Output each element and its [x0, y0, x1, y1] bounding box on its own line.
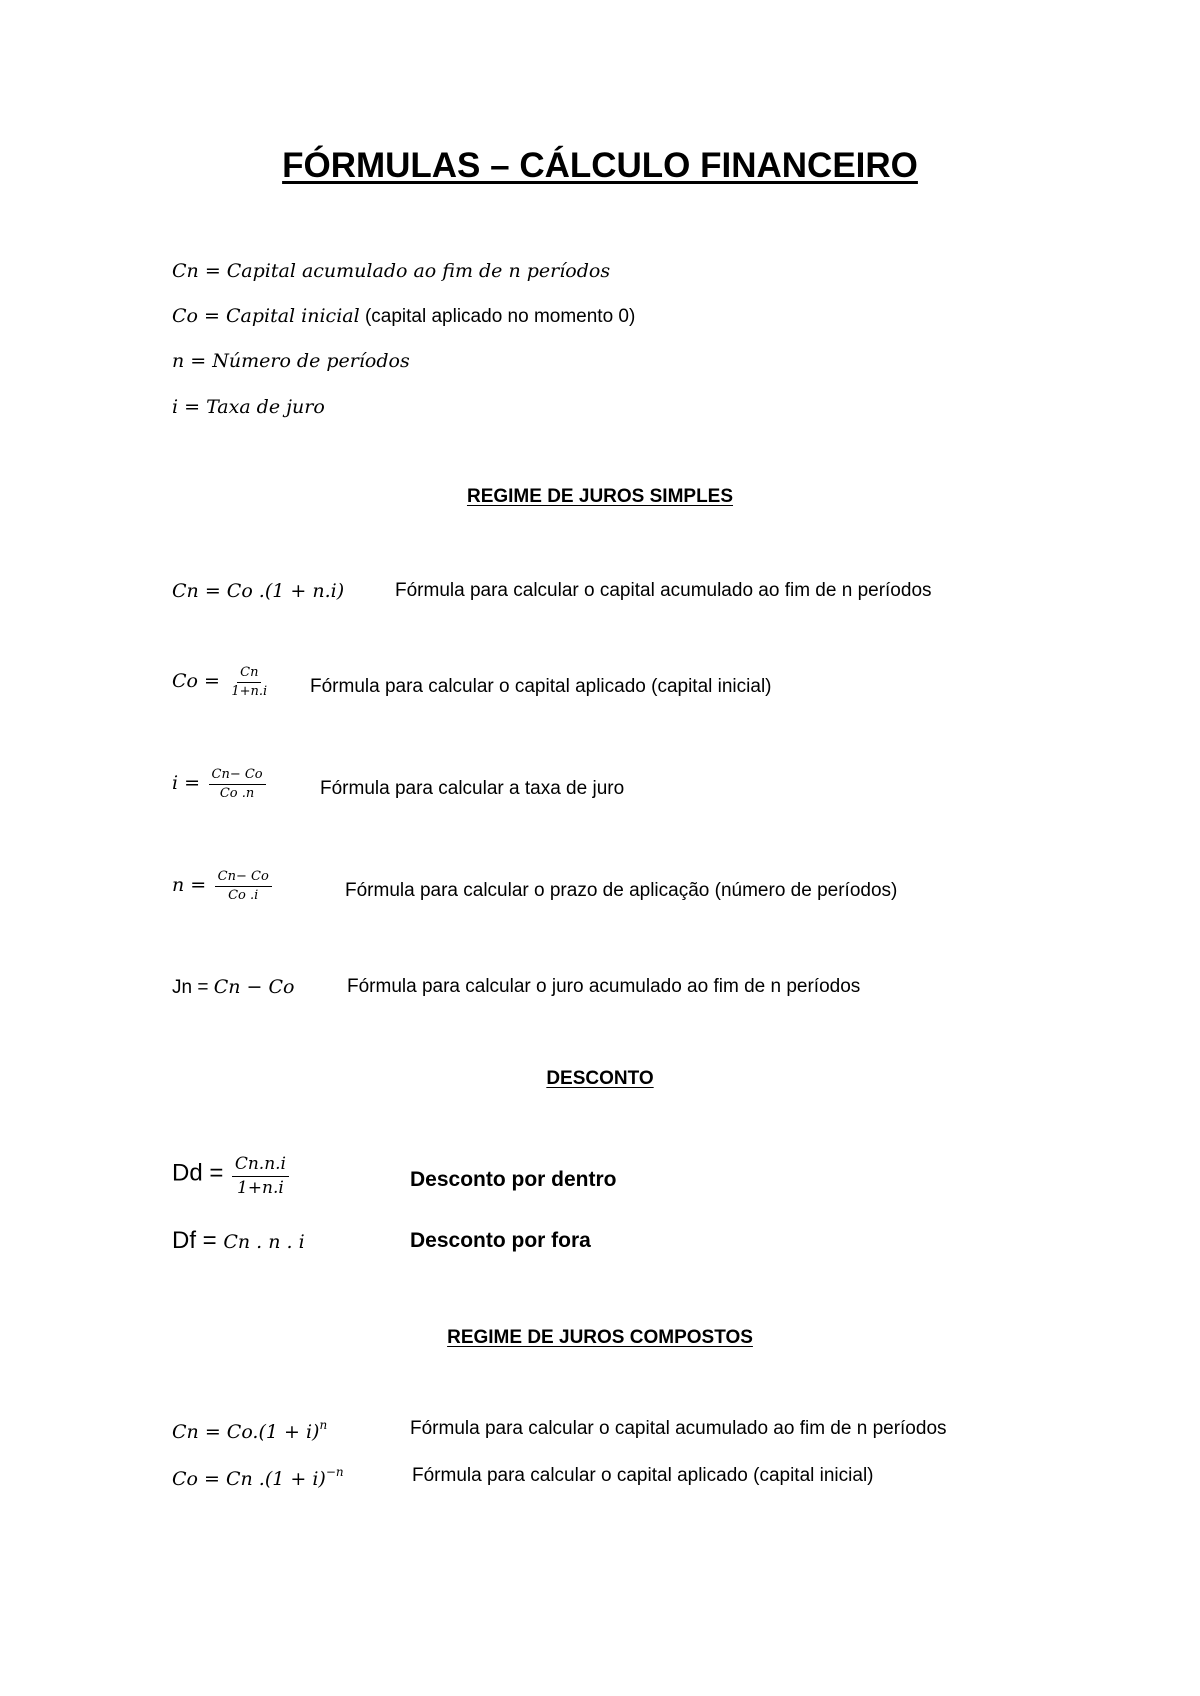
- formula-description: Fórmula para calcular o capital acumulado ao fim de n períodos: [395, 580, 932, 601]
- fraction-denominator: 1+n.i: [231, 684, 268, 700]
- fraction: [228, 666, 270, 700]
- formula-capital-acumulado: [172, 580, 344, 602]
- formula-exponent: n: [319, 1418, 328, 1432]
- section-heading-simples: REGIME DE JUROS SIMPLES: [466, 486, 734, 507]
- formula-desconto-fora: [172, 1227, 305, 1255]
- formula-description: Fórmula para calcular a taxa de juro: [320, 778, 625, 799]
- definition-expr: i = Taxa de juro: [172, 396, 325, 418]
- formula-description: Fórmula para calcular o capital aplicado (capital inicial): [310, 676, 772, 697]
- formula-lhs: i =: [172, 772, 201, 795]
- formula-composto-acumulado: [172, 1418, 327, 1443]
- formula-rhs: Co .(1 + n.i): [226, 580, 345, 602]
- definition-co: [172, 305, 635, 328]
- formula-lhs: Jn =: [172, 977, 214, 998]
- formula-desconto-dentro: [172, 1155, 289, 1197]
- fraction-denominator: 1+n.i: [236, 1177, 284, 1198]
- definition-expr: Cn = Capital acumulado ao fim de n períodos: [172, 260, 611, 282]
- formula-lhs: Df =: [172, 1227, 224, 1254]
- fraction: [232, 1155, 289, 1197]
- definition-expr: n = Número de períodos: [172, 350, 410, 372]
- definition-i: [172, 396, 325, 418]
- formula-rhs: Cn .(1 + i): [225, 1468, 326, 1490]
- fraction-numerator: Cn− Co: [209, 768, 266, 785]
- fraction-numerator: Cn.n.i: [232, 1155, 289, 1177]
- formula-lhs: n =: [172, 874, 207, 897]
- formula-exponent: −n: [325, 1465, 344, 1479]
- formula-description: Fórmula para calcular o prazo de aplicação (número de períodos): [345, 880, 898, 901]
- formula-rhs: Co.(1 + i): [226, 1421, 320, 1443]
- formula-capital-inicial: [172, 666, 270, 700]
- formula-description: Desconto por dentro: [410, 1168, 617, 1191]
- section-heading-desconto: DESCONTO: [546, 1068, 654, 1089]
- formula-taxa-juro: [172, 768, 266, 802]
- fraction-denominator: Co .i: [228, 888, 259, 904]
- formula-juro-acumulado: [172, 976, 294, 999]
- formula-prazo: [172, 870, 272, 904]
- formula-rhs: Cn . n . i: [223, 1231, 305, 1253]
- definition-note: (capital aplicado no momento 0): [359, 306, 636, 327]
- formula-composto-inicial: [172, 1465, 344, 1490]
- formula-description: Fórmula para calcular o capital aplicado (capital inicial): [412, 1465, 874, 1486]
- formula-lhs: Cn =: [172, 1421, 227, 1443]
- definition-n: [172, 350, 410, 372]
- formula-lhs: Cn =: [172, 580, 227, 602]
- formula-lhs: Dd =: [172, 1159, 224, 1187]
- formula-lhs: Co =: [172, 1468, 226, 1490]
- page-title: FÓRMULAS – CÁLCULO FINANCEIRO: [282, 146, 918, 185]
- definition-cn: [172, 260, 610, 282]
- formula-rhs: Cn − Co: [213, 976, 295, 998]
- fraction-denominator: Co .n: [219, 786, 255, 802]
- formula-description: Desconto por fora: [410, 1229, 591, 1252]
- section-heading-compostos: REGIME DE JUROS COMPOSTOS: [447, 1327, 753, 1348]
- formula-description: Fórmula para calcular o capital acumulado ao fim de n períodos: [410, 1418, 947, 1439]
- formula-description: Fórmula para calcular o juro acumulado ao fim de n períodos: [347, 976, 861, 997]
- fraction-numerator: Cn− Co: [215, 870, 272, 887]
- formula-lhs: Co =: [172, 670, 220, 693]
- fraction: [215, 870, 272, 904]
- fraction-numerator: Cn: [237, 666, 261, 683]
- definition-expr: Co = Capital inicial: [172, 305, 360, 327]
- fraction: [209, 768, 266, 802]
